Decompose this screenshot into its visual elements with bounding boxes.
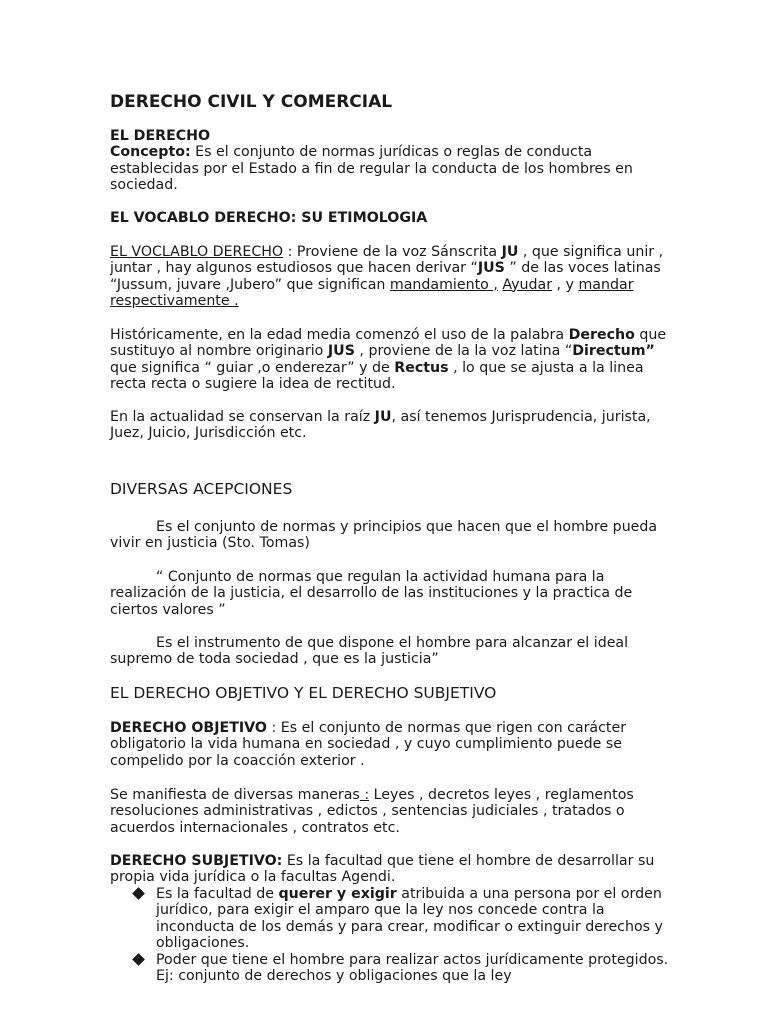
term-ayudar: Ayudar	[502, 276, 553, 293]
text-run: Históricamente, en la edad media comenzó el uso de la palabra	[110, 327, 569, 343]
heading-vocablo: EL VOCABLO DERECHO: SU ETIMOLOGIA	[110, 210, 428, 226]
derecho-objetivo-label: DERECHO OBJETIVO	[110, 720, 267, 736]
term-jus: JUS	[327, 343, 355, 360]
etimologia-paragraph	[110, 244, 670, 310]
acepcion-2-text: “ Conjunto de normas que regulan la actividad humana para la realización de la justicia, el desarrollo de las instituciones y la practica de ciertos valores ”	[110, 569, 633, 618]
manifiesta-paragraph	[110, 787, 670, 836]
heading-el-derecho: EL DERECHO	[110, 128, 211, 144]
text-run: , proviene de la la voz latina “	[354, 343, 573, 360]
manifiesta-label: Se manifiesta de diversas maneras	[110, 787, 360, 803]
term-derecho: Derecho	[568, 327, 635, 343]
term-jus: JUS	[477, 260, 505, 277]
diamond-bullet-icon	[132, 953, 145, 966]
text-run: que sustituyo al nombre originario	[110, 327, 667, 360]
historicamente-paragraph	[110, 327, 670, 393]
heading-acepciones: DIVERSAS ACEPCIONES	[110, 480, 293, 498]
derecho-subjetivo-label: DERECHO SUBJETIVO:	[110, 853, 283, 869]
text-run: Leyes , decretos leyes , reglamentos resoluciones administrativas , edictos , sentencias judiciales , tratados o acuerdos internacionales , contratos etc.	[110, 787, 634, 836]
document-title: DERECHO CIVIL Y COMERCIAL	[110, 92, 393, 112]
text-run: En la actualidad se conservan la raíz	[110, 409, 375, 425]
acepcion-3-text: Es el instrumento de que dispone el hombre para alcanzar el ideal supremo de toda sociedad , que es la justicia”	[110, 635, 629, 668]
subjetivo-bullet-list	[132, 886, 672, 984]
heading-objetivo-subjetivo: EL DERECHO OBJETIVO Y EL DERECHO SUBJETIVO	[110, 684, 497, 702]
concepto-label: Concepto:	[110, 144, 191, 161]
text-run: Es la facultad de	[156, 886, 279, 902]
derecho-objetivo-paragraph	[110, 720, 670, 769]
term-mandar: mandar respectivamente .	[110, 276, 634, 310]
text-run: , lo que se ajusta a la linea recta recta o sugiere la idea de rectitud.	[110, 359, 644, 393]
text-run: Poder que tiene el hombre para realizar actos jurídicamente protegidos. Ej: conjunto de derechos y obligaciones que la ley	[156, 951, 669, 985]
text-run: , y	[552, 276, 579, 293]
acepcion-1-text: Es el conjunto de normas y principios que hacen que el hombre pueda vivir en justicia (Sto. Tomas)	[110, 519, 658, 552]
text-run: que significa “ guiar ,o enderezar” y de	[110, 359, 395, 376]
term-directum: Directum”	[572, 343, 655, 360]
vocablo-term: EL VOCLABLO DERECHO	[110, 244, 284, 260]
text-run: ” de las voces latinas “Jussum, juvare ,Jubero” que significan	[110, 260, 661, 293]
section-el-derecho	[110, 128, 670, 194]
actualidad-paragraph	[110, 409, 670, 442]
text-run: , así tenemos Jurisprudencia, jurista, Juez, Juicio, Jurisdicción etc.	[110, 409, 651, 442]
diamond-bullet-icon	[132, 887, 145, 900]
text-run: Es la facultad que tiene el hombre de desarrollar su propia vida jurídica o la facultas Agendi.	[110, 853, 655, 886]
list-item	[132, 952, 672, 985]
derecho-subjetivo-paragraph	[110, 853, 670, 886]
acepcion-1	[110, 519, 670, 552]
term-ju: JU	[374, 409, 392, 425]
text-run: atribuida a una persona por el orden jurídico, para exigir el amparo que la ley nos concede contra la inconducta de los demás y para crear, modificar o extinguir derechos y obligaciones.	[156, 886, 663, 952]
term-mandamiento: mandamiento ,	[389, 276, 498, 293]
list-item	[132, 886, 672, 952]
text-run: : Es el conjunto de normas que rigen con carácter obligatorio la vida humana en sociedad , y cuyo cumplimiento puede se compelido por la coacción exterior .	[110, 720, 627, 769]
text-run: : Proviene de la voz Sánscrita	[283, 244, 502, 260]
concepto-paragraph	[110, 144, 670, 193]
concepto-text: Es el conjunto de normas jurídicas o reglas de conducta establecidas por el Estado a fin de regular la conducta de los hombres en sociedad.	[110, 144, 633, 194]
term-rectus: Rectus	[394, 359, 449, 376]
text-run: :	[359, 787, 370, 803]
term-querer-exigir: querer y exigir	[278, 886, 397, 902]
acepcion-2	[110, 569, 670, 618]
acepcion-3	[110, 635, 670, 668]
text-run: , que significa unir , juntar , hay algunos estudiosos que hacen derivar “	[110, 244, 664, 277]
term-ju: JU	[501, 244, 519, 260]
